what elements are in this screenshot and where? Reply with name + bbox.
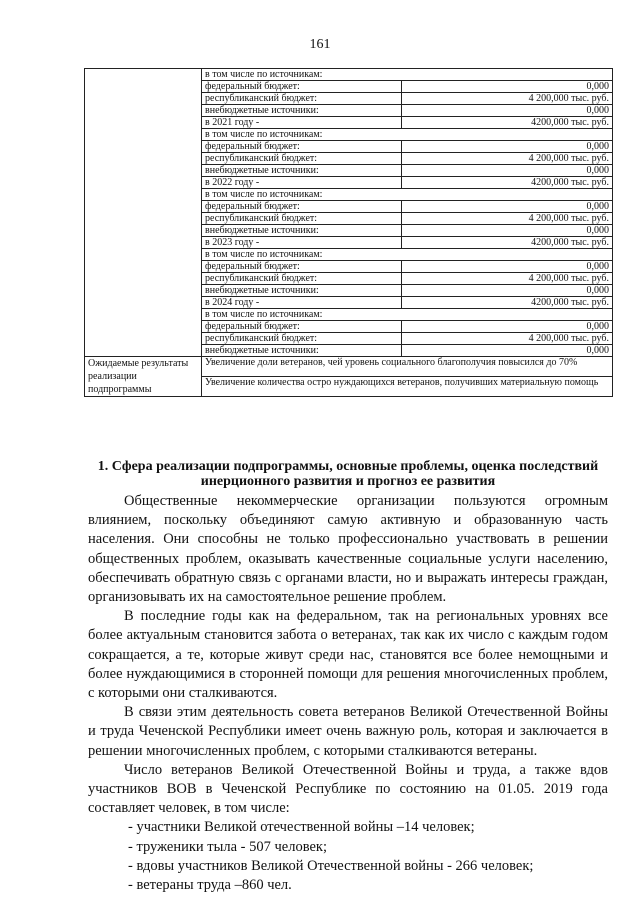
row-value: 4200,000 тыс. руб.	[402, 117, 613, 129]
row-value: 4200,000 тыс. руб.	[402, 297, 613, 309]
budget-table	[84, 68, 613, 397]
results-row	[85, 357, 613, 377]
row-value: 4200,000 тыс. руб.	[402, 177, 613, 189]
row-label: в том числе по источникам:	[202, 309, 613, 321]
row-value: 0,000	[402, 261, 613, 273]
section-heading: 1. Сфера реализации подпрограммы, основные проблемы, оценка последствий инерционного развития и прогноз ее развития	[97, 459, 599, 489]
paragraph: Общественные некоммерческие организации пользуются огромным влиянием, поскольку объединяют самую активную и образованную часть населения. Они способны не только профессионально участвовать в решении общественных проблем, оказывать качественные социальные услуги населению, обеспечивать обратную связь с органами власти, но и выражать интересы граждан, организовывать их на самостоятельное решение проблем.	[88, 493, 608, 606]
row-value: 4 200,000 тыс. руб.	[402, 273, 613, 285]
expected-results-label: Ожидаемые результаты реализации подпрограммы	[85, 357, 202, 397]
row-label: в 2021 году -	[202, 117, 402, 129]
expected-result-item: Увеличение количества остро нуждающихся ветеранов, получивших материальную помощь	[202, 377, 613, 397]
row-label: республиканский бюджет:	[202, 153, 402, 165]
section-body	[88, 492, 608, 895]
row-value: 0,000	[402, 105, 613, 117]
row-label: в том числе по источникам:	[202, 69, 613, 81]
list-item: - ветераны труда –860 чел.	[128, 877, 292, 894]
row-label: внебюджетные источники:	[202, 105, 402, 117]
row-label: в том числе по источникам:	[202, 189, 613, 201]
row-value: 4200,000 тыс. руб.	[402, 237, 613, 249]
row-label: внебюджетные источники:	[202, 225, 402, 237]
row-value: 0,000	[402, 165, 613, 177]
row-value: 0,000	[402, 225, 613, 237]
row-label: в 2024 году -	[202, 297, 402, 309]
row-value: 0,000	[402, 81, 613, 93]
row-label: федеральный бюджет:	[202, 81, 402, 93]
expected-result-item: Увеличение доли ветеранов, чей уровень социального благополучия повысился до 70%	[202, 357, 613, 377]
page-number: 161	[309, 37, 331, 52]
paragraph: В последние годы как на федеральном, так на региональных уровнях все более актуальным становится забота о ветеранах, так как их число с каждым годом сокращается, а те, которые живут среди нас, становятся все более немощными и более нуждающимися в сторонней помощи для решения многочисленных проблем, с которыми они сталкиваются.	[88, 608, 608, 702]
row-label: в 2023 году -	[202, 237, 402, 249]
row-label: федеральный бюджет:	[202, 141, 402, 153]
row-value: 0,000	[402, 141, 613, 153]
table-row	[85, 69, 613, 81]
row-value: 0,000	[402, 321, 613, 333]
row-label: внебюджетные источники:	[202, 345, 402, 357]
row-label: республиканский бюджет:	[202, 273, 402, 285]
empty-first-column-cell	[85, 69, 202, 357]
row-label: в том числе по источникам:	[202, 129, 613, 141]
row-label: республиканский бюджет:	[202, 93, 402, 105]
row-label: республиканский бюджет:	[202, 213, 402, 225]
row-value: 4 200,000 тыс. руб.	[402, 333, 613, 345]
paragraph: Число ветеранов Великой Отечественной Войны и труда, а также вдов участников ВОВ в Чеченской Республике по состоянию на 01.05. 2019 года составляет человек, в том числе:	[88, 761, 608, 817]
row-label: федеральный бюджет:	[202, 321, 402, 333]
row-label: федеральный бюджет:	[202, 201, 402, 213]
list-item: - участники Великой отечественной войны –14 человек;	[128, 819, 475, 836]
row-label: федеральный бюджет:	[202, 261, 402, 273]
row-value: 4 200,000 тыс. руб.	[402, 213, 613, 225]
row-label: внебюджетные источники:	[202, 285, 402, 297]
row-label: в том числе по источникам:	[202, 249, 613, 261]
list-item: - вдовы участников Великой Отечественной войны - 266 человек;	[128, 857, 534, 874]
row-value: 4 200,000 тыс. руб.	[402, 153, 613, 165]
row-value: 0,000	[402, 285, 613, 297]
row-label: внебюджетные источники:	[202, 165, 402, 177]
row-value: 0,000	[402, 201, 613, 213]
row-value: 4 200,000 тыс. руб.	[402, 93, 613, 105]
row-label: в 2022 году -	[202, 177, 402, 189]
list-item: - труженики тыла - 507 человек;	[128, 838, 327, 855]
row-value: 0,000	[402, 345, 613, 357]
paragraph: В связи этим деятельность совета ветеранов Великой Отечественной Войны и труда Чеченской Республики имеет очень важную роль, которая и заключается в решении многочисленных проблем, с которыми сталкиваются ветераны.	[88, 704, 608, 759]
row-label: республиканский бюджет:	[202, 333, 402, 345]
